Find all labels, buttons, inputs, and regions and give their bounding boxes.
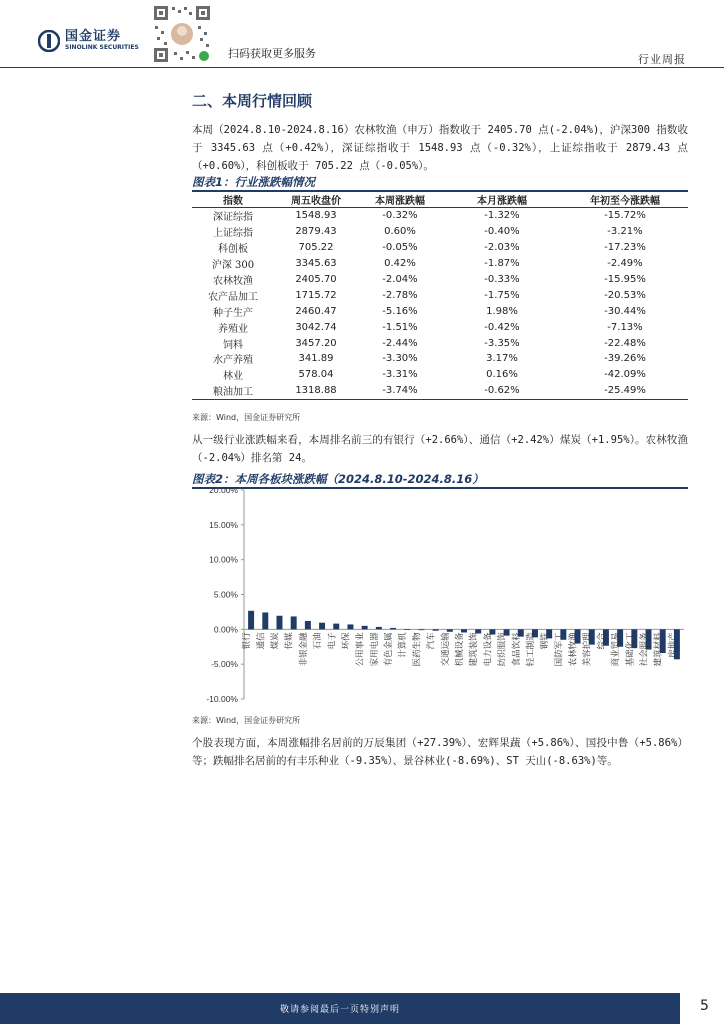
table-cell: -3.74%: [358, 383, 442, 399]
paragraph-index-summary: 本周（2024.8.10-2024.8.16）农林牧渔（申万）指数收于 2405.70 点(-2.04%)，沪深300 指数收于 3345.63 点（+0.42%），深证综指收于 1548.93 点（-0.32%），上证综指收于 2879.43 点（+0.60%），科创板收于 705.22 点（-0.05%）。: [192, 124, 688, 172]
document-type: 行业周报: [638, 53, 686, 66]
column-header: 年初至今涨跌幅: [562, 192, 688, 208]
x-category-label: 轻工制造: [525, 632, 536, 667]
table-cell: -3.31%: [382, 369, 418, 381]
table-cell: 3042.74: [295, 321, 337, 333]
chart-bar: [262, 612, 268, 629]
table-row: [192, 240, 688, 256]
chart-bar: [362, 626, 368, 629]
sector-change-bar-chart: [192, 484, 692, 710]
table-header-row: [192, 192, 688, 208]
table-cell: 3.17%: [486, 353, 518, 365]
table-cell: -3.21%: [607, 226, 643, 238]
x-category-label: 有色金属: [384, 632, 395, 667]
chart-bar: [461, 629, 467, 632]
table-cell: 1318.88: [274, 383, 358, 399]
table-cell: -0.62%: [442, 383, 562, 399]
table-cell: -42.09%: [604, 369, 646, 381]
x-category-label: 社会服务: [639, 632, 650, 667]
table-row: [192, 287, 688, 303]
chart-bar: [305, 621, 311, 629]
table-cell: 2405.70: [295, 274, 337, 285]
table-cell: 饲料: [223, 339, 243, 351]
page-header: [0, 0, 724, 70]
column-header: 本周涨跌幅: [358, 192, 442, 208]
table-cell: 3457.20: [295, 337, 337, 349]
table-cell: 1715.72: [295, 289, 337, 301]
column-header: 周五收盘价: [274, 192, 358, 208]
table-cell: -20.53%: [604, 289, 646, 301]
y-tick-label: 5.00%: [213, 589, 238, 600]
table-row: [192, 383, 688, 399]
x-category-label: 电力设备: [483, 632, 494, 667]
table-cell: -2.03%: [484, 242, 520, 254]
table-cell: 深证综指: [213, 212, 253, 224]
figure2-source: 来源：Wind，国金证券研究所: [192, 716, 301, 725]
chart-bar: [418, 629, 424, 630]
x-category-label: 计算机: [398, 632, 409, 658]
column-header: 指数: [192, 192, 274, 208]
table-cell: 上证综指: [213, 228, 253, 240]
table-cell: 粮油加工: [192, 383, 274, 399]
y-tick-label: -10.00%: [206, 694, 238, 704]
table-cell: 1548.93: [295, 210, 337, 222]
table-cell: -2.49%: [607, 258, 643, 270]
table-cell: 林业: [223, 371, 243, 383]
x-category-label: 纺织服饰: [497, 632, 508, 667]
x-category-label: 医药生物: [412, 632, 423, 667]
sinolink-logo-icon: [38, 30, 60, 52]
header-divider: [0, 67, 724, 68]
table-row: [192, 272, 688, 288]
table-cell: -1.75%: [484, 289, 520, 301]
table-cell: -2.04%: [382, 274, 418, 285]
table-cell: 578.04: [298, 369, 334, 381]
table-cell: -5.16%: [382, 305, 418, 317]
table-row: [192, 208, 688, 224]
table-cell: -25.49%: [562, 383, 688, 399]
table-row: [192, 367, 688, 383]
table-cell: 种子生产: [213, 307, 253, 319]
x-category-label: 环保: [341, 632, 352, 650]
table-cell: 0.60%: [384, 226, 416, 238]
chart-bar: [333, 624, 339, 630]
table-cell: 3345.63: [295, 258, 337, 270]
x-category-label: 石油: [313, 632, 324, 650]
table-cell: -0.42%: [484, 321, 520, 333]
table-cell: -1.87%: [484, 258, 520, 270]
table-cell: 341.89: [298, 353, 334, 365]
table-cell: 2879.43: [295, 226, 337, 238]
chart-bar: [248, 611, 254, 630]
table-row: [192, 351, 688, 367]
x-category-label: 非银金融: [298, 632, 309, 667]
table-cell: -3.35%: [484, 337, 520, 349]
x-category-label: 通信: [256, 632, 267, 650]
company-logo: [38, 29, 139, 52]
table-cell: -2.78%: [382, 289, 418, 301]
table-cell: -0.32%: [382, 210, 418, 222]
x-category-label: 机械设备: [455, 632, 465, 667]
x-category-label: 建筑材料: [653, 632, 664, 667]
x-category-label: 食品饮料: [511, 632, 522, 667]
page-footer: [0, 993, 724, 1024]
paragraph-stock-performance: 个股表现方面，本周涨幅排名居前的万辰集团（+27.39%）、宏辉果蔬（+5.86%）、国投中鲁（+5.86%）等；跌幅排名居前的有丰乐种业（-9.35%）、景谷林业(-8.69%)、ST 天山(-8.63%)等。: [192, 737, 688, 767]
industry-change-table: [192, 192, 688, 400]
table-cell: 0.16%: [486, 369, 518, 381]
column-header: 本月涨跌幅: [442, 192, 562, 208]
figure2-title: 图表2：本周各板块涨跌幅（2024.8.10-2024.8.16）: [192, 472, 484, 486]
table-cell: -17.23%: [604, 242, 646, 254]
chart-bar: [319, 623, 325, 630]
table-cell: -1.32%: [484, 210, 520, 222]
x-category-label: 交通运输: [440, 632, 451, 667]
x-category-label: 公用事业: [355, 632, 366, 667]
table-row: [192, 224, 688, 240]
table-cell: -39.26%: [604, 353, 646, 365]
y-tick-label: -5.00%: [211, 659, 238, 670]
table-cell: -2.44%: [382, 337, 418, 349]
x-category-label: 国防军工: [554, 632, 565, 667]
table-cell: -0.40%: [484, 226, 520, 238]
table-cell: -1.51%: [382, 321, 418, 333]
table-cell: 科创板: [218, 244, 248, 256]
y-tick-label: 0.00%: [213, 624, 238, 635]
chart-bar: [277, 616, 283, 630]
table-cell: -0.33%: [484, 274, 520, 285]
logo-chinese-name: 国金证券: [65, 29, 122, 44]
chart-bar: [404, 629, 410, 630]
table-row: [192, 303, 688, 319]
x-category-label: 美容护理: [582, 632, 593, 667]
chart-bar: [376, 627, 382, 629]
table-cell: 2460.47: [295, 305, 337, 317]
table-row: [192, 335, 688, 351]
table-cell: 705.22: [298, 242, 334, 254]
x-category-label: 家用电器: [369, 632, 380, 667]
x-category-label: 钢铁: [540, 632, 551, 650]
table-row: [192, 319, 688, 335]
section-title: 二、本周行情回顾: [192, 92, 313, 110]
table-cell: -22.48%: [604, 337, 646, 349]
table-cell: -30.44%: [604, 305, 646, 317]
page-number: 5: [700, 998, 709, 1014]
chart-bar: [291, 616, 297, 629]
x-category-label: 房地产: [667, 632, 678, 658]
table-cell: 养殖业: [218, 323, 248, 335]
table-cell: 农林牧渔: [213, 276, 253, 287]
x-category-label: 银行: [242, 632, 253, 650]
paragraph-industry-ranking: 从一级行业涨跌幅来看，本周排名前三的有银行（+2.66%）、通信（+2.42%）煤炭（+1.95%）。农林牧渔（-2.04%）排名第 24。: [192, 434, 688, 464]
table-cell: -15.95%: [604, 274, 646, 285]
table-cell: -7.13%: [607, 321, 643, 333]
table-row: [192, 256, 688, 272]
y-tick-label: 15.00%: [209, 519, 238, 530]
table-cell: 沪深 300: [211, 260, 255, 272]
table-cell: 0.42%: [384, 258, 416, 270]
chart-bar: [347, 624, 353, 629]
x-category-label: 农林牧渔: [568, 632, 579, 667]
table-cell: 水产养殖: [213, 355, 253, 367]
footer-disclaimer: 敬请参阅最后一页特别声明: [279, 1005, 400, 1015]
x-category-label: 综合: [596, 632, 607, 650]
y-tick-label: 20.00%: [209, 485, 238, 495]
footer-bar: [0, 993, 680, 1024]
qr-code-icon[interactable]: [152, 4, 212, 64]
x-category-label: 电子: [327, 632, 338, 650]
x-category-label: 基础化工: [625, 632, 636, 667]
y-tick-label: 10.00%: [209, 554, 238, 565]
chart-bar: [433, 629, 439, 630]
table-cell: 农产品加工: [208, 291, 258, 303]
table-cell: -0.05%: [382, 242, 418, 254]
scan-qr-caption: 扫码获取更多服务: [228, 47, 316, 60]
table-cell: -3.30%: [382, 353, 418, 365]
x-category-label: 商业贸易: [611, 632, 622, 667]
table-cell: 1.98%: [486, 305, 518, 317]
x-category-label: 传媒: [284, 632, 295, 650]
x-category-label: 煤炭: [270, 632, 281, 650]
logo-english-name: SINOLINK SECURITIES: [65, 44, 139, 51]
table-cell: -15.72%: [604, 210, 646, 222]
figure1-title: 图表1：行业涨跌幅情况: [192, 175, 316, 189]
chart-bar: [390, 628, 396, 629]
x-category-label: 建筑装饰: [469, 632, 480, 667]
figure1-source: 来源：Wind，国金证券研究所: [192, 413, 301, 422]
x-category-label: 汽车: [426, 632, 437, 650]
